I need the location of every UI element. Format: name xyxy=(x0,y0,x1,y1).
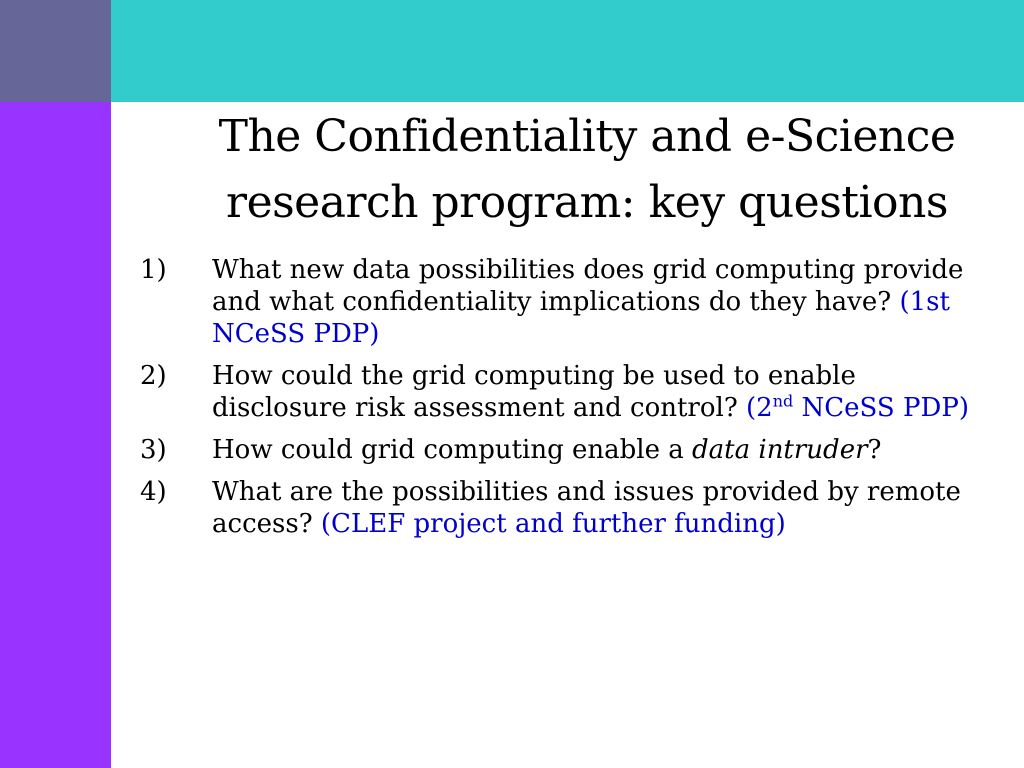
question-list xyxy=(140,254,970,550)
question-number: 3) xyxy=(140,435,167,465)
question-text: What new data possibilities does grid computing provide and what confidentiality implications do they have? xyxy=(212,255,964,317)
top-color-band xyxy=(111,0,1024,102)
corner-block xyxy=(0,0,111,102)
question-item-1 xyxy=(140,254,970,350)
question-suffix: ? xyxy=(867,435,882,465)
reference-superscript: nd xyxy=(772,391,794,411)
question-text: How could grid computing enable a xyxy=(212,435,693,465)
slide-title xyxy=(150,104,1024,236)
question-reference: (CLEF project and further funding) xyxy=(320,509,786,539)
question-text: How could the grid computing be used to enable disclosure risk assessment and control? xyxy=(212,361,856,423)
title-line-1: The Confidentiality and e-Science xyxy=(218,111,956,162)
question-italic-term: data intruder xyxy=(692,435,868,465)
question-item-4 xyxy=(140,476,970,540)
question-number: 1) xyxy=(140,255,167,285)
side-color-band xyxy=(0,102,111,768)
question-number: 2) xyxy=(140,361,167,391)
question-reference xyxy=(746,393,969,423)
question-reference: (1st NCeSS PDP) xyxy=(212,287,950,349)
reference-suffix: NCeSS PDP) xyxy=(793,393,969,423)
question-text: What are the possibilities and issues provided by remote access? xyxy=(212,477,961,539)
reference-prefix: (2 xyxy=(746,393,773,423)
question-number: 4) xyxy=(140,477,167,507)
title-line-2: research program: key questions xyxy=(226,177,948,228)
question-item-2 xyxy=(140,360,970,424)
question-item-3 xyxy=(140,434,970,466)
